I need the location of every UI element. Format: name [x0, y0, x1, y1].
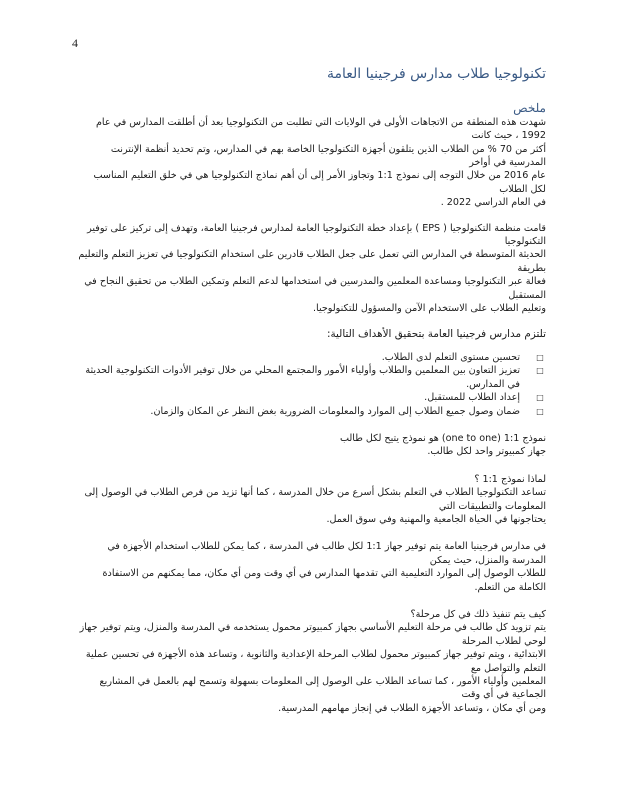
- checkbox-bullet-icon: □: [536, 393, 544, 403]
- text-line: كيف يتم تنفيذ ذلك في كل مرحلة؟: [410, 609, 546, 620]
- goal-text: تعزيز التعاون بين المعلمين والطلاب وأولياء الأمور والمجتمع المحلي من خلال توفير الأدوات التكنولوجية الحديثة في المدارس.: [85, 365, 520, 390]
- checkbox-bullet-icon: □: [536, 366, 544, 376]
- text-line: قامت منظمة التكنولوجيا ( EPS ) بإعداد خطة التكنولوجيا العامة لمدارس فرجينيا العامة، وتهدف إلى تركيز على توفير التكنولوجيا: [87, 222, 546, 248]
- list-item: [76, 351, 544, 364]
- text-line: يحتاجونها في الحياة الجامعية والمهنية وفي سوق العمل.: [326, 513, 546, 525]
- summary-paragraph-1: [76, 116, 546, 210]
- summary-paragraph-2: [76, 222, 546, 316]
- goal-text: إعداد الطلاب للمستقبل.: [424, 392, 520, 404]
- list-item: [76, 405, 544, 418]
- text-line: جهاز كمبيوتر واحد لكل طالب.: [427, 446, 546, 458]
- text-line: فعالة عبر التكنولوجيا ومساعدة المعلمين والمدرسين في استخدامها لدعم التعلم وتمكين الطلاب من تحقيق النجاح في المستقبل: [84, 276, 546, 301]
- text-line: المعلمين وأولياء الأمور ، كما تساعد الطلاب على الوصول إلى المعلومات بسهولة وتسمح لهم بالعمل في المشاريع الجماعية في أي وقت: [99, 676, 546, 701]
- page-number: 4: [72, 36, 78, 50]
- text-line: ومن أي مكان ، وتساعد الأجهزة الطلاب في إنجاز مهامهم المدرسية.: [278, 702, 546, 714]
- text-line: الابتدائية ، ويتم توفير جهاز كمبيوتر محمول لطلاب المرحلة الإعدادية والثانوية ، وتساعد هذه الأجهزة في تحسين عملية التعلم والتواصل مع: [85, 649, 546, 674]
- goal-text: تحسين مستوى التعلم لدى الطلاب.: [381, 351, 520, 363]
- goals-heading: تلتزم مدارس فرجينيا العامة بتحقيق الأهداف التالية:: [326, 327, 546, 340]
- section-heading-summary: ملخص: [513, 101, 546, 116]
- text-line: للطلاب الوصول إلى الموارد التعليمية التي تقدمها المدارس في أي وقت ومن أي مكان، مما يمكنهم من الاستفادة الكاملة من التعلم.: [102, 568, 546, 593]
- checkbox-bullet-icon: □: [536, 406, 544, 416]
- list-item: [76, 364, 544, 391]
- document-body: [76, 68, 546, 729]
- text-line: يتم تزويد كل طالب في مرحلة التعليم الأساسي بجهاز كمبيوتر محمول يستخدمه في المدرسة والمنزل، ويتم توفير جهاز لوحي لطلاب المرحلة: [79, 622, 546, 647]
- text-line: تساعد التكنولوجيا الطلاب في التعلم بشكل أسرع من خلال المدرسة ، كما أنها تزيد من فرص الطلاب في الوصول إلى المعلومات والتطبيقات التي: [84, 487, 546, 512]
- goals-list: [76, 351, 546, 418]
- why-model-section: [76, 473, 546, 527]
- text-line: الحديثة المتوسطة في المدارس التي تعمل على جعل الطلاب قادرين على استخدام التكنولوجيا في تعزيز التعلم والتعليم بطريقة: [78, 249, 546, 274]
- text-line: نموذج 1:1 (one to one) هو نموذج يتيح لكل طالب: [339, 432, 546, 444]
- text-line: شهدت هذه المنطقة من الاتجاهات الأولى في الولايات التي تطلبت من التكنولوجيا بعد أن أطلقت المدارس في عام 1992 ، حيث كانت: [95, 116, 546, 142]
- checkbox-bullet-icon: □: [536, 352, 544, 362]
- benefit-section: [76, 540, 546, 594]
- text-line: عام 2016 من خلال التوجه إلى نموذج 1:1 وتجاوز الأمر إلى أن أهم نماذج التكنولوجيا هي في خلق التعليم المناسب لكل الطلاب: [93, 170, 546, 195]
- grade-level-section: [76, 608, 546, 715]
- text-line: لماذا نموذج 1:1 ؟: [474, 473, 546, 485]
- text-line: وتعليم الطلاب على الاستخدام الآمن والمسؤول للتكنولوجيا.: [313, 303, 546, 315]
- text-line: في العام الدراسي 2022 .: [440, 197, 546, 209]
- text-line: في مدارس فرجينيا العامة يتم توفير جهاز 1:1 لكل طالب في المدرسة ، كما يمكن للطلاب استخدام الأجهزة في المدرسة والمنزل، حيث يمكن: [107, 541, 546, 566]
- text-line: أكثر من 70 % من الطلاب الذين يتلقون أجهزة التكنولوجيا الخاصة بهم في المدارس، وتم تحديد أنظمة الإنترنت المدرسية في أواخر: [110, 143, 546, 169]
- document-title: تكنولوجيا طلاب مدارس فرجينيا العامة: [327, 66, 546, 82]
- goal-text: ضمان وصول جميع الطلاب إلى الموارد والمعلومات الضرورية بغض النظر عن المكان والزمان.: [150, 405, 520, 417]
- model-definition: [76, 432, 546, 459]
- list-item: [76, 391, 544, 404]
